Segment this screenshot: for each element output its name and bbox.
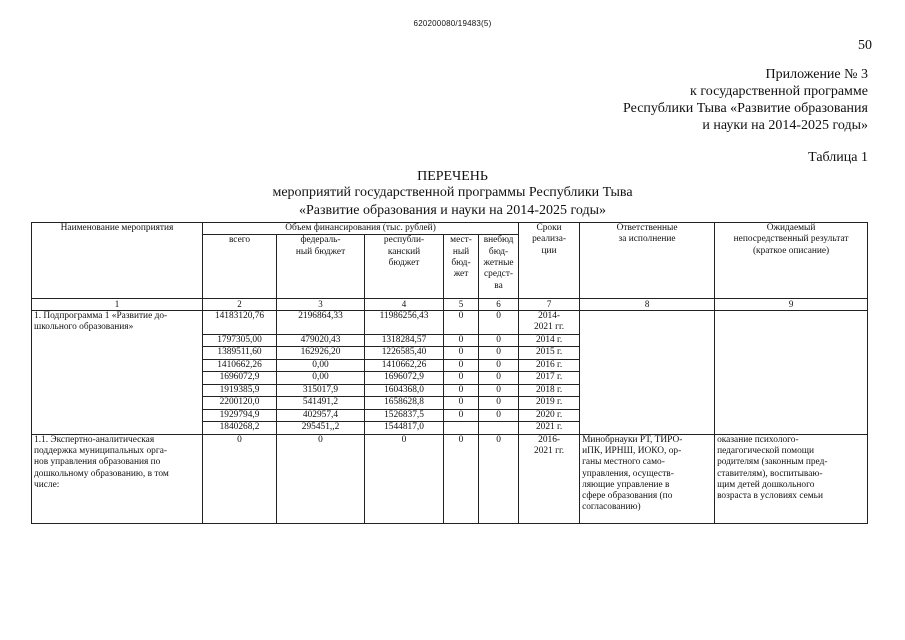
cell-total: 2200120,0 <box>203 397 277 409</box>
cell-offbudget: 0 <box>479 397 519 409</box>
header-volume: Объем финансирования (тыс. рублей) <box>203 223 519 235</box>
cell-responsible: Минобрнауки РТ, ТИРО- иПК, ИРНШ, ИОКО, ор- ганы местного само- управления, осуществ- ляющие управление в сфере образования (по согласованию) <box>580 434 715 523</box>
cell-federal: 0,00 <box>277 372 365 384</box>
cell-total: 1840268,2 <box>203 422 277 434</box>
page-number: 50 <box>858 38 872 53</box>
cell-republic: 1226585,40 <box>365 347 444 359</box>
cell-local: 0 <box>444 347 479 359</box>
cell-republic: 1544817,0 <box>365 422 444 434</box>
cell-total: 1919385,9 <box>203 384 277 396</box>
cell-republic: 1658628,8 <box>365 397 444 409</box>
appendix-line: и науки на 2014-2025 годы» <box>702 118 868 133</box>
appendix-line: Республики Тыва «Развитие образования <box>623 101 868 116</box>
column-number: 4 <box>365 299 444 310</box>
appendix-line: к государственной программе <box>690 84 868 99</box>
table-row <box>32 434 868 523</box>
document-code: 620200080/19483(5) <box>413 19 492 28</box>
cell-federal: 0 <box>277 434 365 523</box>
document-subtitle: мероприятий государственной программы Республики Тыва <box>272 185 633 200</box>
cell-term: 2020 г. <box>519 409 580 421</box>
cell-offbudget <box>479 422 519 434</box>
cell-federal: 479020,43 <box>277 334 365 346</box>
cell-expected: оказание психолого- педагогической помощи родителям (законным пред- ставителям), воспитываю- щим детей дошкольного возраста в условиях семьи <box>715 434 868 523</box>
cell-republic: 1526837,5 <box>365 409 444 421</box>
cell-term: 2014- 2021 гг. <box>519 310 580 334</box>
cell-republic: 1604368,0 <box>365 384 444 396</box>
cell-federal: 541491,2 <box>277 397 365 409</box>
cell-term: 2019 г. <box>519 397 580 409</box>
cell-offbudget: 0 <box>479 372 519 384</box>
cell-term: 2017 г. <box>519 372 580 384</box>
cell-federal: 295451,,2 <box>277 422 365 434</box>
cell-term: 2018 г. <box>519 384 580 396</box>
cell-republic: 1410662,26 <box>365 359 444 371</box>
cell-local: 0 <box>444 409 479 421</box>
document-title: ПЕРЕЧЕНЬ <box>417 169 488 184</box>
cell-offbudget: 0 <box>479 310 519 334</box>
cell-offbudget: 0 <box>479 359 519 371</box>
activities-table <box>31 222 868 524</box>
cell-local: 0 <box>444 372 479 384</box>
cell-federal: 162926,20 <box>277 347 365 359</box>
cell-responsible <box>580 310 715 434</box>
cell-federal: 402957,4 <box>277 409 365 421</box>
cell-local: 0 <box>444 434 479 523</box>
column-number: 8 <box>580 299 715 310</box>
cell-total: 1696072,9 <box>203 372 277 384</box>
header-local: мест- ный бюд- жет <box>444 235 479 299</box>
column-number: 3 <box>277 299 365 310</box>
header-terms: Сроки реализа- ции <box>519 223 580 299</box>
cell-offbudget: 0 <box>479 347 519 359</box>
cell-federal: 315017,9 <box>277 384 365 396</box>
cell-offbudget: 0 <box>479 334 519 346</box>
subprogram-name: 1. Подпрограмма 1 «Развитие до- школьного образования» <box>32 310 203 434</box>
table-row <box>32 299 868 310</box>
cell-total: 1797305,00 <box>203 334 277 346</box>
column-number: 7 <box>519 299 580 310</box>
header-name: Наименование мероприятия <box>32 223 203 299</box>
header-republic: республи- канский бюджет <box>365 235 444 299</box>
cell-republic: 0 <box>365 434 444 523</box>
cell-total: 14183120,76 <box>203 310 277 334</box>
cell-offbudget: 0 <box>479 434 519 523</box>
cell-local: 0 <box>444 397 479 409</box>
cell-federal: 0,00 <box>277 359 365 371</box>
cell-local: 0 <box>444 384 479 396</box>
appendix-line: Приложение № 3 <box>765 67 868 82</box>
cell-republic: 1696072,9 <box>365 372 444 384</box>
column-number: 5 <box>444 299 479 310</box>
cell-term: 2016 г. <box>519 359 580 371</box>
cell-total: 1410662,26 <box>203 359 277 371</box>
table-row <box>32 223 868 235</box>
cell-local: 0 <box>444 310 479 334</box>
document-subtitle: «Развитие образования и науки на 2014-2025 годы» <box>299 203 606 218</box>
cell-local: 0 <box>444 359 479 371</box>
header-offbudget: внебюд бюд- жетные средст- ва <box>479 235 519 299</box>
cell-federal: 2196864,33 <box>277 310 365 334</box>
column-number: 1 <box>32 299 203 310</box>
column-number: 9 <box>715 299 868 310</box>
header-federal: федераль- ный бюджет <box>277 235 365 299</box>
header-total: всего <box>203 235 277 299</box>
cell-term: 2015 г. <box>519 347 580 359</box>
header-responsible: Ответственные за исполнение <box>580 223 715 299</box>
cell-offbudget: 0 <box>479 384 519 396</box>
cell-expected <box>715 310 868 434</box>
cell-total: 1389511,60 <box>203 347 277 359</box>
cell-republic: 1318284,57 <box>365 334 444 346</box>
cell-republic: 11986256,43 <box>365 310 444 334</box>
cell-local: 0 <box>444 334 479 346</box>
activity-name: 1.1. Экспертно-аналитическая поддержка муниципальных орга- нов управления образования по дошкольному образованию, в том числе: <box>32 434 203 523</box>
cell-term: 2016- 2021 гг. <box>519 434 580 523</box>
cell-total: 0 <box>203 434 277 523</box>
cell-local <box>444 422 479 434</box>
cell-term: 2021 г. <box>519 422 580 434</box>
table-row <box>32 310 868 334</box>
cell-total: 1929794,9 <box>203 409 277 421</box>
column-number: 2 <box>203 299 277 310</box>
appendix-header <box>548 66 868 134</box>
cell-offbudget: 0 <box>479 409 519 421</box>
table-label: Таблица 1 <box>808 150 868 165</box>
cell-term: 2014 г. <box>519 334 580 346</box>
column-number: 6 <box>479 299 519 310</box>
header-expected: Ожидаемый непосредственный результат (краткое описание) <box>715 223 868 299</box>
